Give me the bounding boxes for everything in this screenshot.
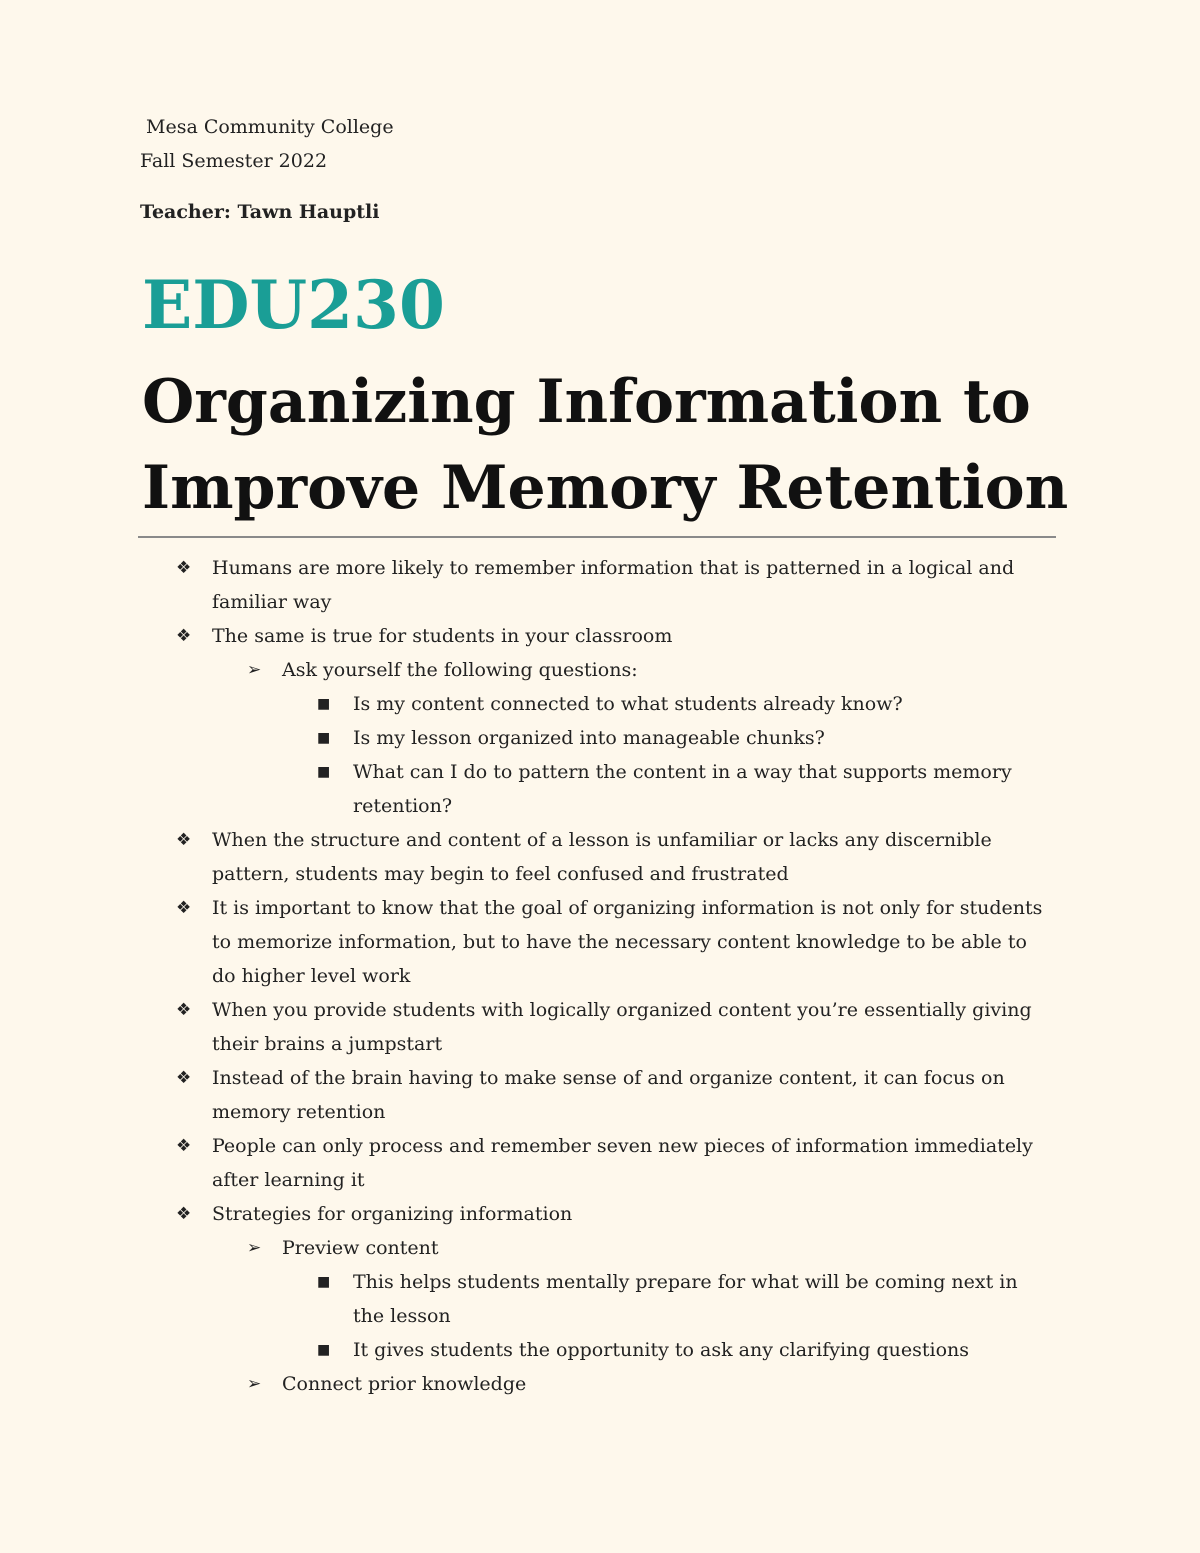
diamond-bullet-icon: ❖ <box>176 1204 192 1224</box>
square-bullet-icon: ■ <box>317 696 331 712</box>
title-divider <box>138 536 1056 538</box>
list-item <box>0 721 1048 755</box>
arrow-bullet-icon: ➢ <box>247 660 262 680</box>
list-item <box>0 619 1048 653</box>
list-item-text: Preview content <box>282 1237 439 1259</box>
diamond-bullet-icon: ❖ <box>176 830 192 850</box>
diamond-bullet-icon: ❖ <box>176 1068 192 1088</box>
diamond-bullet-icon: ❖ <box>176 558 192 578</box>
list-item <box>0 755 1048 823</box>
diamond-bullet-icon: ❖ <box>176 626 192 646</box>
list-item <box>0 993 1048 1061</box>
list-item-text: What can I do to pattern the content in a way that supports memory retention? <box>353 761 1012 817</box>
list-item-text: It gives students the opportunity to ask any clarifying questions <box>353 1339 970 1361</box>
list-item <box>0 891 1048 993</box>
list-item-text: Ask yourself the following questions: <box>282 659 638 681</box>
list-item-text: This helps students mentally prepare for what will be coming next in the lesson <box>353 1271 1018 1327</box>
course-code: EDU230 <box>142 266 445 344</box>
list-item <box>0 1231 1048 1265</box>
list-item-text: It is important to know that the goal of organizing information is not only for students to memorize information, but to have the necessary content knowledge to be able to do higher level work <box>212 897 1043 987</box>
list-item <box>0 823 1048 891</box>
list-item <box>0 1265 1048 1333</box>
list-item-text: Strategies for organizing information <box>212 1203 573 1225</box>
square-bullet-icon: ■ <box>317 730 331 746</box>
list-item-text: Is my lesson organized into manageable chunks? <box>353 727 825 749</box>
diamond-bullet-icon: ❖ <box>176 1136 192 1156</box>
list-item-text: When the structure and content of a lesson is unfamiliar or lacks any discernible pattern, students may begin to feel confused and frustrated <box>212 829 992 885</box>
diamond-bullet-icon: ❖ <box>176 898 192 918</box>
teacher-label: Teacher: Tawn Hauptli <box>140 201 380 223</box>
semester-label: Fall Semester 2022 <box>140 150 328 172</box>
list-item-text: Instead of the brain having to make sense of and organize content, it can focus on memory retention <box>212 1067 1005 1123</box>
list-item-text: People can only process and remember seven new pieces of information immediately after learning it <box>212 1135 1033 1191</box>
diamond-bullet-icon: ❖ <box>176 1000 192 1020</box>
list-item <box>0 1061 1048 1129</box>
list-item-text: Is my content connected to what students already know? <box>353 693 903 715</box>
arrow-bullet-icon: ➢ <box>247 1374 262 1394</box>
college-name: Mesa Community College <box>146 116 394 138</box>
notes-list <box>0 551 1200 1401</box>
list-item <box>0 1129 1048 1197</box>
list-item-text: Humans are more likely to remember information that is patterned in a logical and familiar way <box>212 557 1015 613</box>
arrow-bullet-icon: ➢ <box>247 1238 262 1258</box>
list-item <box>0 1367 1048 1401</box>
list-item <box>0 1333 1048 1367</box>
list-item <box>0 687 1048 721</box>
list-item <box>0 1197 1048 1231</box>
page-title: Organizing Information to Improve Memory Retention <box>142 367 1069 523</box>
list-item <box>0 653 1048 687</box>
list-item-text: When you provide students with logically organized content you’re essentially giving their brains a jumpstart <box>212 999 1032 1055</box>
square-bullet-icon: ■ <box>317 1342 331 1358</box>
square-bullet-icon: ■ <box>317 1274 331 1290</box>
list-item-text: Connect prior knowledge <box>282 1373 527 1395</box>
list-item-text: The same is true for students in your classroom <box>212 625 673 647</box>
square-bullet-icon: ■ <box>317 764 331 780</box>
list-item <box>0 551 1048 619</box>
